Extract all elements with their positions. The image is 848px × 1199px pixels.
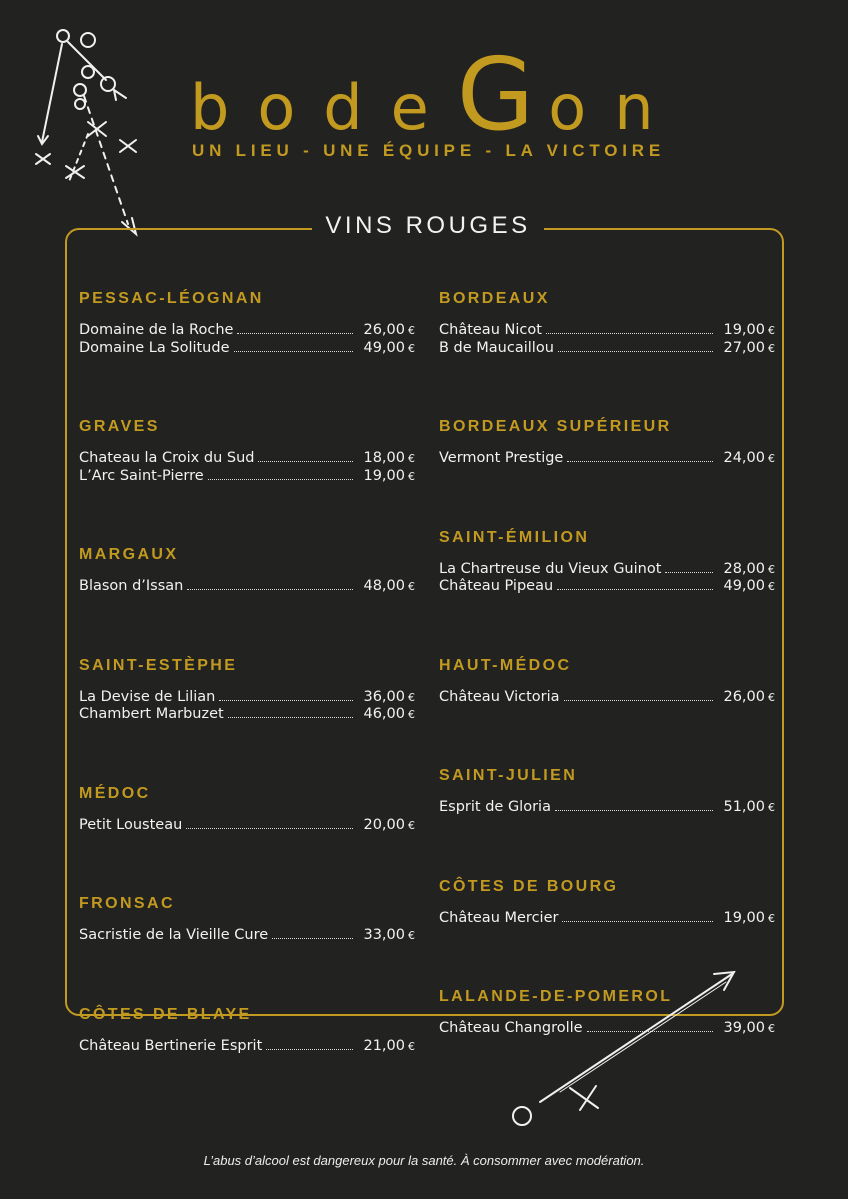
tactics-sketch-icon bbox=[28, 24, 158, 244]
wine-price bbox=[359, 817, 415, 835]
region-heading: PESSAC-LÉOGNAN bbox=[79, 290, 264, 307]
wine-price bbox=[719, 340, 775, 358]
region-section bbox=[79, 655, 415, 724]
wine-list bbox=[79, 450, 415, 485]
currency-symbol: € bbox=[408, 341, 415, 355]
region-heading: LALANDE-DE-POMEROL bbox=[439, 988, 673, 1005]
currency-symbol: € bbox=[408, 818, 415, 832]
wine-name: Chateau la Croix du Sud bbox=[79, 450, 255, 466]
wine-item bbox=[439, 450, 775, 468]
price-value: 49,00 bbox=[363, 339, 405, 356]
wine-item bbox=[439, 910, 775, 928]
wine-name: Chambert Marbuzet bbox=[79, 706, 224, 722]
wine-item bbox=[439, 561, 775, 579]
wine-name: B de Maucaillou bbox=[439, 339, 554, 356]
wine-price bbox=[719, 578, 775, 596]
region-heading: BORDEAUX bbox=[439, 290, 550, 307]
wine-name: Château Changrolle bbox=[439, 1020, 583, 1036]
wine-name: Vermont Prestige bbox=[439, 450, 564, 466]
wine-name: Esprit de Gloria bbox=[439, 799, 551, 815]
wine-name: Domaine La Solitude bbox=[79, 339, 230, 356]
wine-price bbox=[359, 322, 415, 340]
wine-price bbox=[359, 340, 415, 358]
wine-price bbox=[719, 450, 775, 468]
region-section bbox=[439, 288, 775, 357]
wine-price bbox=[359, 1038, 415, 1056]
region-heading: SAINT-ÉMILION bbox=[439, 528, 590, 546]
wine-item bbox=[79, 578, 415, 596]
wine-item bbox=[439, 578, 775, 596]
region-section bbox=[439, 876, 775, 928]
region-heading: HAUT-MÉDOC bbox=[439, 656, 572, 674]
price-value: 46,00 bbox=[363, 706, 405, 722]
currency-symbol: € bbox=[768, 562, 775, 576]
dot-leader bbox=[219, 689, 353, 701]
wine-price bbox=[359, 689, 415, 707]
wine-name: Sacristie de la Vieille Cure bbox=[79, 927, 269, 943]
wine-price bbox=[719, 689, 775, 707]
dot-leader bbox=[237, 322, 353, 334]
wine-list bbox=[79, 927, 415, 945]
dot-leader bbox=[562, 910, 713, 922]
price-value: 51,00 bbox=[723, 799, 765, 815]
price-value: 18,00 bbox=[363, 450, 405, 466]
region-section bbox=[79, 416, 415, 485]
wine-name: L’Arc Saint-Pierre bbox=[79, 467, 204, 484]
region-heading: GRAVES bbox=[79, 418, 160, 435]
currency-symbol: € bbox=[408, 324, 415, 337]
currency-symbol: € bbox=[408, 708, 415, 721]
wine-item bbox=[79, 1038, 415, 1056]
wine-name: Château Mercier bbox=[439, 909, 559, 926]
wine-price bbox=[359, 706, 415, 724]
dot-leader bbox=[266, 1038, 353, 1050]
currency-symbol: € bbox=[408, 580, 415, 593]
wine-name: Château Victoria bbox=[439, 688, 560, 705]
price-value: 36,00 bbox=[363, 688, 405, 705]
price-value: 49,00 bbox=[723, 578, 765, 594]
dot-leader bbox=[208, 468, 353, 480]
wine-name: Petit Lousteau bbox=[79, 816, 183, 833]
price-value: 33,00 bbox=[363, 927, 405, 943]
wine-name: Château Pipeau bbox=[439, 578, 554, 594]
region-section bbox=[439, 765, 775, 817]
currency-symbol: € bbox=[768, 341, 775, 355]
brand-name: bodeGon bbox=[190, 36, 682, 153]
wine-list bbox=[439, 450, 775, 468]
section-title-wrap bbox=[312, 206, 544, 246]
wine-item bbox=[79, 450, 415, 468]
currency-symbol: € bbox=[408, 690, 415, 704]
dot-leader bbox=[228, 706, 353, 718]
footer-disclaimer: L’abus d’alcool est dangereux pour la santé. À consommer avec modération. bbox=[203, 1153, 645, 1168]
wine-name: Château Nicot bbox=[439, 322, 542, 338]
currency-symbol: € bbox=[768, 1022, 775, 1035]
wine-list bbox=[439, 322, 775, 357]
dot-leader bbox=[558, 340, 713, 352]
wine-list bbox=[79, 689, 415, 724]
price-value: 28,00 bbox=[723, 560, 765, 577]
currency-symbol: € bbox=[768, 801, 775, 814]
wine-name: La Devise de Lilian bbox=[79, 688, 216, 705]
wine-list bbox=[79, 817, 415, 835]
dot-leader bbox=[564, 689, 713, 701]
currency-symbol: € bbox=[768, 690, 775, 704]
region-section bbox=[79, 544, 415, 596]
region-section bbox=[79, 893, 415, 945]
wine-list bbox=[79, 322, 415, 357]
dot-leader bbox=[272, 927, 353, 939]
wine-price bbox=[719, 561, 775, 579]
wine-item bbox=[79, 689, 415, 707]
wine-list bbox=[439, 799, 775, 817]
wine-price bbox=[359, 450, 415, 468]
price-value: 26,00 bbox=[363, 322, 405, 338]
wine-price bbox=[359, 468, 415, 486]
region-heading: CÔTES DE BLAYE bbox=[79, 1005, 252, 1023]
wine-item bbox=[439, 799, 775, 817]
wine-name: La Chartreuse du Vieux Guinot bbox=[439, 560, 662, 577]
wine-item bbox=[79, 340, 415, 358]
currency-symbol: € bbox=[408, 929, 415, 942]
wine-item bbox=[439, 322, 775, 340]
currency-symbol: € bbox=[408, 1039, 415, 1053]
price-value: 48,00 bbox=[363, 578, 405, 594]
dot-leader bbox=[187, 578, 353, 590]
currency-symbol: € bbox=[408, 452, 415, 465]
currency-symbol: € bbox=[408, 469, 415, 483]
wine-item bbox=[439, 340, 775, 358]
price-value: 19,00 bbox=[723, 909, 765, 926]
wine-list bbox=[79, 1038, 415, 1056]
region-heading: CÔTES DE BOURG bbox=[439, 877, 619, 895]
tagline: UN LIEU - UNE ÉQUIPE - LA VICTOIRE bbox=[192, 141, 666, 160]
region-heading: FRONSAC bbox=[79, 895, 175, 912]
wine-item bbox=[79, 322, 415, 340]
price-value: 20,00 bbox=[363, 816, 405, 833]
wine-item bbox=[79, 468, 415, 486]
dot-leader bbox=[557, 578, 713, 590]
wine-item bbox=[79, 706, 415, 724]
price-value: 27,00 bbox=[723, 339, 765, 356]
wine-list bbox=[439, 910, 775, 928]
section-title: VINS ROUGES bbox=[325, 212, 531, 239]
region-section bbox=[79, 1004, 415, 1056]
dot-leader bbox=[567, 450, 713, 462]
dot-leader bbox=[555, 799, 713, 811]
region-section bbox=[79, 783, 415, 835]
price-value: 39,00 bbox=[723, 1020, 765, 1036]
wine-price bbox=[719, 799, 775, 817]
region-section bbox=[439, 655, 775, 707]
wine-list bbox=[439, 561, 775, 596]
region-section bbox=[79, 288, 415, 357]
wine-price bbox=[719, 322, 775, 340]
wine-item bbox=[439, 689, 775, 707]
price-value: 21,00 bbox=[363, 1037, 405, 1054]
currency-symbol: € bbox=[768, 580, 775, 593]
region-heading: SAINT-ESTÈPHE bbox=[79, 656, 238, 674]
currency-symbol: € bbox=[768, 911, 775, 925]
region-heading: MÉDOC bbox=[79, 784, 151, 802]
dot-leader bbox=[186, 817, 353, 829]
wine-item bbox=[79, 927, 415, 945]
tactics-arrow-sketch-icon bbox=[500, 960, 750, 1140]
region-heading: MARGAUX bbox=[79, 546, 179, 563]
wine-price bbox=[359, 578, 415, 596]
wine-price bbox=[359, 927, 415, 945]
price-value: 19,00 bbox=[363, 467, 405, 484]
region-heading: BORDEAUX SUPÉRIEUR bbox=[439, 418, 672, 435]
wine-item bbox=[79, 817, 415, 835]
wine-list bbox=[79, 578, 415, 596]
wine-list bbox=[439, 689, 775, 707]
region-heading: SAINT-JULIEN bbox=[439, 767, 578, 784]
dot-leader bbox=[234, 340, 353, 352]
wine-name: Domaine de la Roche bbox=[79, 322, 234, 338]
region-section bbox=[439, 527, 775, 596]
dot-leader bbox=[665, 561, 713, 573]
currency-symbol: € bbox=[768, 324, 775, 337]
currency-symbol: € bbox=[768, 452, 775, 465]
price-value: 19,00 bbox=[723, 322, 765, 338]
dot-leader bbox=[546, 322, 713, 334]
dot-leader bbox=[258, 450, 353, 462]
region-section bbox=[439, 416, 775, 468]
price-value: 24,00 bbox=[723, 450, 765, 466]
price-value: 26,00 bbox=[723, 688, 765, 705]
wine-price bbox=[719, 910, 775, 928]
wine-name: Blason d’Issan bbox=[79, 578, 184, 594]
wine-name: Château Bertinerie Esprit bbox=[79, 1037, 263, 1054]
